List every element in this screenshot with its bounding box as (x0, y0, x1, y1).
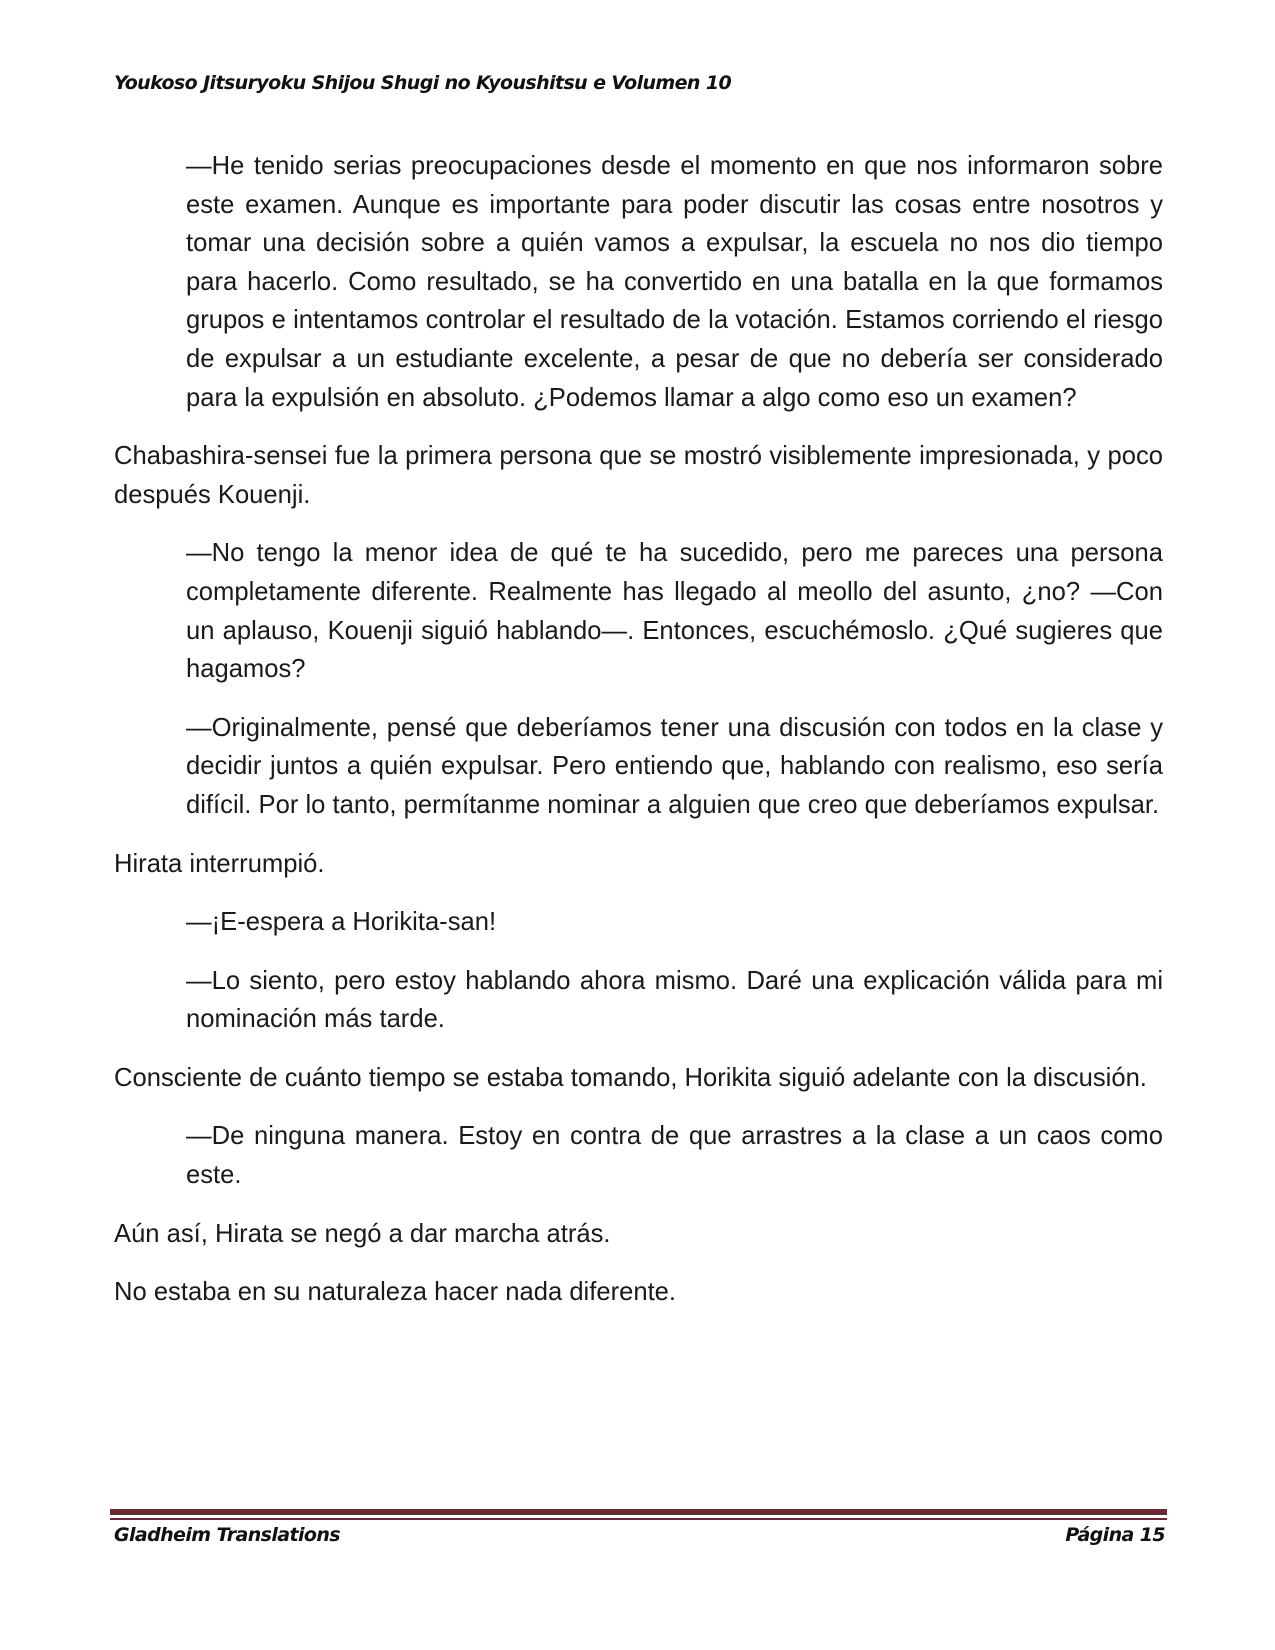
narration-paragraph: Hirata interrumpió. (114, 849, 325, 878)
dialogue-paragraph: —Originalmente, pensé que deberíamos tener una discusión con todos en la clase y decidir juntos a quién expulsar. Pero entiendo que, hablando con realismo, eso sería difícil. Por lo tanto, permítanme nominar a alguien que creo que deberíamos expulsar. (186, 713, 1163, 819)
dialogue-paragraph: —No tengo la menor idea de qué te ha sucedido, pero me pareces una persona completamente diferente. Realmente has llegado al meollo del asunto, ¿no? —Con un aplauso, Kouenji siguió hablando—. Entonces, escuchémoslo. ¿Qué sugieres que hagamos? (186, 539, 1163, 684)
running-header: Youkoso Jitsuryoku Shijou Shugi no Kyoushitsu e Volumen 10 (114, 72, 732, 94)
footer-rule-thick (110, 1509, 1167, 1515)
dialogue-paragraph: —He tenido serias preocupaciones desde el momento en que nos informaron sobre este examen. Aunque es importante para poder discutir las cosas entre nosotros y tomar una decisión sobre a quién vamos a expulsar, la escuela no nos dio tiempo para hacerlo. Como resultado, se ha convertido en una batalla en la que formamos grupos e intentamos controlar el resultado de la votación. Estamos corriendo el riesgo de expulsar a un estudiante excelente, a pesar de que no debería ser considerado para la expulsión en absoluto. ¿Podemos llamar a algo como eso un examen? (186, 152, 1163, 412)
narration-paragraph: No estaba en su naturaleza hacer nada diferente. (114, 1278, 677, 1307)
dialogue-paragraph: —De ninguna manera. Estoy en contra de que arrastres a la clase a un caos como este. (186, 1122, 1163, 1190)
footer-rule-thin (110, 1518, 1167, 1520)
dialogue-paragraph: —Lo siento, pero estoy hablando ahora mismo. Daré una explicación válida para mi nominación más tarde. (186, 966, 1163, 1034)
narration-paragraph: Consciente de cuánto tiempo se estaba tomando, Horikita siguió adelante con la discusión. (114, 1063, 1147, 1092)
dialogue-paragraph: —¡E-espera a Horikita-san! (186, 908, 497, 937)
narration-paragraph: Chabashira-sensei fue la primera persona que se mostró visiblemente impresionada, y poco después Kouenji. (114, 442, 1163, 509)
footer-page-number: Página 15 (1065, 1524, 1165, 1546)
body-text (114, 147, 1163, 1332)
narration-paragraph: Aún así, Hirata se negó a dar marcha atrás. (114, 1219, 611, 1248)
footer-translator: Gladheim Translations (114, 1524, 340, 1546)
